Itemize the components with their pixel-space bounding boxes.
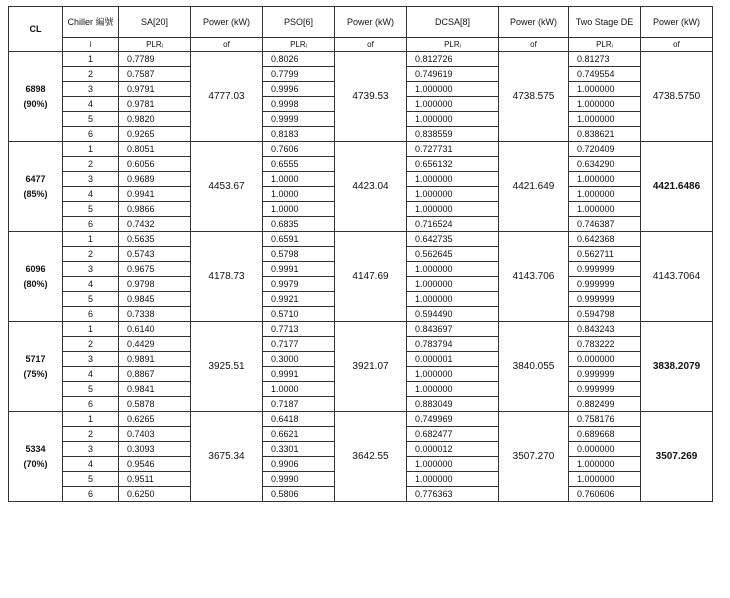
sa-plr: 0.7338 xyxy=(119,307,191,322)
sa-plr: 0.9265 xyxy=(119,127,191,142)
chiller-index: 6 xyxy=(63,307,119,322)
chiller-index: 6 xyxy=(63,127,119,142)
chiller-index: 5 xyxy=(63,202,119,217)
pso-plr: 0.7606 xyxy=(263,142,335,157)
dcsa-plr: 0.716524 xyxy=(407,217,499,232)
de-plr: 0.999999 xyxy=(569,262,641,277)
sa-plr: 0.5743 xyxy=(119,247,191,262)
subheader-dcsa-of: of xyxy=(499,38,569,52)
subheader-dcsa-plr: PLRᵢ xyxy=(407,38,499,52)
pso-plr: 0.9906 xyxy=(263,457,335,472)
chiller-index: 2 xyxy=(63,337,119,352)
subheader-de-plr: PLRᵢ xyxy=(569,38,641,52)
pso-plr: 0.3301 xyxy=(263,442,335,457)
de-plr: 0.999999 xyxy=(569,367,641,382)
table-body xyxy=(9,52,713,502)
chiller-index: 4 xyxy=(63,97,119,112)
pso-plr: 0.9979 xyxy=(263,277,335,292)
sa-plr: 0.6056 xyxy=(119,157,191,172)
sa-plr: 0.9891 xyxy=(119,352,191,367)
de-plr: 0.562711 xyxy=(569,247,641,262)
de-plr: 0.838621 xyxy=(569,127,641,142)
sa-plr: 0.6140 xyxy=(119,322,191,337)
pso-plr: 0.9921 xyxy=(263,292,335,307)
de-power: 3507.269 xyxy=(641,412,713,502)
de-plr: 0.783222 xyxy=(569,337,641,352)
pso-plr: 0.8183 xyxy=(263,127,335,142)
de-plr: 0.594798 xyxy=(569,307,641,322)
sa-plr: 0.9845 xyxy=(119,292,191,307)
dcsa-plr: 1.000000 xyxy=(407,292,499,307)
chiller-index: 6 xyxy=(63,397,119,412)
chiller-index: 3 xyxy=(63,172,119,187)
cooling-load-value: 6898 xyxy=(25,83,46,94)
cooling-load-value: 5717 xyxy=(25,353,46,364)
header-dcsa-power: Power (kW) xyxy=(499,7,569,38)
dcsa-plr: 0.642735 xyxy=(407,232,499,247)
dcsa-plr: 0.783794 xyxy=(407,337,499,352)
chiller-index: 3 xyxy=(63,82,119,97)
de-plr: 0.758176 xyxy=(569,412,641,427)
dcsa-plr: 1.000000 xyxy=(407,262,499,277)
header-cl: CL xyxy=(9,7,63,52)
sa-power: 4453.67 xyxy=(191,142,263,232)
de-plr: 1.000000 xyxy=(569,172,641,187)
de-plr: 0.999999 xyxy=(569,292,641,307)
de-plr: 1.000000 xyxy=(569,82,641,97)
chiller-index: 1 xyxy=(63,412,119,427)
chiller-index: 1 xyxy=(63,52,119,67)
pso-plr: 1.0000 xyxy=(263,187,335,202)
chiller-index: 4 xyxy=(63,277,119,292)
pso-plr: 1.0000 xyxy=(263,382,335,397)
pso-plr: 1.0000 xyxy=(263,202,335,217)
chiller-index: 5 xyxy=(63,112,119,127)
sa-plr: 0.9511 xyxy=(119,472,191,487)
dcsa-plr: 0.656132 xyxy=(407,157,499,172)
sa-plr: 0.9791 xyxy=(119,82,191,97)
chiller-index: 1 xyxy=(63,232,119,247)
subheader-sa-of: of xyxy=(191,38,263,52)
de-plr: 0.642368 xyxy=(569,232,641,247)
cl-cell xyxy=(9,232,63,322)
chiller-index: 4 xyxy=(63,187,119,202)
header-de-power: Power (kW) xyxy=(641,7,713,38)
sa-power: 3675.34 xyxy=(191,412,263,502)
cooling-load-percent: (80%) xyxy=(23,278,48,289)
sa-plr: 0.8051 xyxy=(119,142,191,157)
chiller-index: 2 xyxy=(63,67,119,82)
dcsa-plr: 1.000000 xyxy=(407,172,499,187)
pso-power: 3642.55 xyxy=(335,412,407,502)
de-plr: 0.882499 xyxy=(569,397,641,412)
header-sa-power: Power (kW) xyxy=(191,7,263,38)
sa-plr: 0.7432 xyxy=(119,217,191,232)
chiller-index: 6 xyxy=(63,217,119,232)
results-table xyxy=(8,6,713,502)
sa-plr: 0.9866 xyxy=(119,202,191,217)
dcsa-plr: 1.000000 xyxy=(407,382,499,397)
de-plr: 1.000000 xyxy=(569,202,641,217)
pso-plr: 0.6555 xyxy=(263,157,335,172)
sa-plr: 0.9941 xyxy=(119,187,191,202)
de-plr: 0.999999 xyxy=(569,277,641,292)
sa-plr: 0.3093 xyxy=(119,442,191,457)
chiller-index: 2 xyxy=(63,157,119,172)
dcsa-plr: 1.000000 xyxy=(407,367,499,382)
cl-cell xyxy=(9,412,63,502)
pso-plr: 0.7187 xyxy=(263,397,335,412)
chiller-index: 4 xyxy=(63,457,119,472)
sa-plr: 0.9841 xyxy=(119,382,191,397)
de-plr: 0.999999 xyxy=(569,382,641,397)
cl-cell xyxy=(9,142,63,232)
de-power: 3838.2079 xyxy=(641,322,713,412)
pso-plr: 0.9996 xyxy=(263,82,335,97)
chiller-index: 5 xyxy=(63,382,119,397)
chiller-index: 3 xyxy=(63,262,119,277)
chiller-index: 3 xyxy=(63,352,119,367)
pso-plr: 0.9991 xyxy=(263,367,335,382)
dcsa-plr: 0.000001 xyxy=(407,352,499,367)
pso-plr: 0.5710 xyxy=(263,307,335,322)
sa-plr: 0.7587 xyxy=(119,67,191,82)
dcsa-plr: 1.000000 xyxy=(407,97,499,112)
pso-plr: 0.7713 xyxy=(263,322,335,337)
pso-plr: 0.5798 xyxy=(263,247,335,262)
sa-power: 4777.03 xyxy=(191,52,263,142)
cooling-load-value: 6096 xyxy=(25,263,46,274)
pso-power: 4423.04 xyxy=(335,142,407,232)
chiller-index: 5 xyxy=(63,292,119,307)
chiller-index: 4 xyxy=(63,367,119,382)
cl-cell xyxy=(9,52,63,142)
sa-plr: 0.9689 xyxy=(119,172,191,187)
pso-plr: 0.6621 xyxy=(263,427,335,442)
cl-cell xyxy=(9,322,63,412)
table-row xyxy=(9,142,713,157)
dcsa-plr: 1.000000 xyxy=(407,202,499,217)
pso-plr: 0.9991 xyxy=(263,262,335,277)
header-chiller: Chiller 編號 xyxy=(63,7,119,38)
de-plr: 0.689668 xyxy=(569,427,641,442)
pso-plr: 0.7177 xyxy=(263,337,335,352)
subheader-pso-plr: PLRᵢ xyxy=(263,38,335,52)
de-plr: 0.749554 xyxy=(569,67,641,82)
cooling-load-value: 6477 xyxy=(25,173,46,184)
dcsa-plr: 0.682477 xyxy=(407,427,499,442)
dcsa-plr: 0.883049 xyxy=(407,397,499,412)
results-table-container xyxy=(8,6,713,502)
dcsa-plr: 0.727731 xyxy=(407,142,499,157)
cooling-load-value: 5334 xyxy=(25,443,46,454)
pso-plr: 0.8026 xyxy=(263,52,335,67)
sa-plr: 0.7789 xyxy=(119,52,191,67)
de-power: 4738.5750 xyxy=(641,52,713,142)
de-plr: 1.000000 xyxy=(569,112,641,127)
subheader-de-of: of xyxy=(641,38,713,52)
dcsa-plr: 1.000000 xyxy=(407,457,499,472)
pso-plr: 0.6591 xyxy=(263,232,335,247)
pso-power: 4739.53 xyxy=(335,52,407,142)
table-header xyxy=(9,7,713,52)
dcsa-plr: 1.000000 xyxy=(407,277,499,292)
table-row xyxy=(9,232,713,247)
pso-plr: 0.9990 xyxy=(263,472,335,487)
cooling-load-percent: (70%) xyxy=(23,458,48,469)
dcsa-plr: 0.562645 xyxy=(407,247,499,262)
pso-plr: 0.9999 xyxy=(263,112,335,127)
sa-power: 3925.51 xyxy=(191,322,263,412)
dcsa-plr: 1.000000 xyxy=(407,112,499,127)
dcsa-plr: 0.843697 xyxy=(407,322,499,337)
de-plr: 0.81273 xyxy=(569,52,641,67)
de-plr: 0.000000 xyxy=(569,442,641,457)
chiller-index: 2 xyxy=(63,247,119,262)
dcsa-power: 3840.055 xyxy=(499,322,569,412)
dcsa-plr: 0.749619 xyxy=(407,67,499,82)
chiller-index: 6 xyxy=(63,487,119,502)
dcsa-plr: 0.838559 xyxy=(407,127,499,142)
de-plr: 1.000000 xyxy=(569,457,641,472)
sa-plr: 0.6265 xyxy=(119,412,191,427)
de-plr: 1.000000 xyxy=(569,187,641,202)
pso-plr: 0.9998 xyxy=(263,97,335,112)
de-plr: 0.760606 xyxy=(569,487,641,502)
chiller-index: 1 xyxy=(63,142,119,157)
pso-plr: 0.3000 xyxy=(263,352,335,367)
dcsa-plr: 1.000000 xyxy=(407,472,499,487)
sa-plr: 0.4429 xyxy=(119,337,191,352)
header-two-stage-de: Two Stage DE xyxy=(569,7,641,38)
sa-plr: 0.9546 xyxy=(119,457,191,472)
chiller-index: 3 xyxy=(63,442,119,457)
pso-plr: 0.5806 xyxy=(263,487,335,502)
sa-plr: 0.5878 xyxy=(119,397,191,412)
header-pso-power: Power (kW) xyxy=(335,7,407,38)
de-plr: 0.634290 xyxy=(569,157,641,172)
sa-plr: 0.5635 xyxy=(119,232,191,247)
pso-power: 4147.69 xyxy=(335,232,407,322)
cooling-load-percent: (90%) xyxy=(23,98,48,109)
dcsa-power: 3507.270 xyxy=(499,412,569,502)
sa-plr: 0.9820 xyxy=(119,112,191,127)
cooling-load-percent: (75%) xyxy=(23,368,48,379)
sa-plr: 0.8867 xyxy=(119,367,191,382)
header-pso: PSO[6] xyxy=(263,7,335,38)
pso-plr: 0.6835 xyxy=(263,217,335,232)
dcsa-plr: 0.776363 xyxy=(407,487,499,502)
dcsa-plr: 0.812726 xyxy=(407,52,499,67)
de-plr: 1.000000 xyxy=(569,97,641,112)
chiller-index: 5 xyxy=(63,472,119,487)
sa-plr: 0.9798 xyxy=(119,277,191,292)
sa-plr: 0.6250 xyxy=(119,487,191,502)
cooling-load-percent: (85%) xyxy=(23,188,48,199)
dcsa-plr: 1.000000 xyxy=(407,82,499,97)
sa-plr: 0.9781 xyxy=(119,97,191,112)
dcsa-plr: 0.000012 xyxy=(407,442,499,457)
pso-plr: 0.7799 xyxy=(263,67,335,82)
table-row xyxy=(9,322,713,337)
dcsa-plr: 0.749969 xyxy=(407,412,499,427)
dcsa-plr: 1.000000 xyxy=(407,187,499,202)
sa-plr: 0.7403 xyxy=(119,427,191,442)
chiller-index: 2 xyxy=(63,427,119,442)
dcsa-power: 4738.575 xyxy=(499,52,569,142)
sa-plr: 0.9675 xyxy=(119,262,191,277)
pso-plr: 0.6418 xyxy=(263,412,335,427)
subheader-i: i xyxy=(63,38,119,52)
de-power: 4143.7064 xyxy=(641,232,713,322)
de-power: 4421.6486 xyxy=(641,142,713,232)
pso-power: 3921.07 xyxy=(335,322,407,412)
table-row xyxy=(9,52,713,67)
chiller-index: 1 xyxy=(63,322,119,337)
de-plr: 0.746387 xyxy=(569,217,641,232)
de-plr: 0.000000 xyxy=(569,352,641,367)
de-plr: 1.000000 xyxy=(569,472,641,487)
header-dcsa: DCSA[8] xyxy=(407,7,499,38)
table-row xyxy=(9,412,713,427)
dcsa-plr: 0.594490 xyxy=(407,307,499,322)
de-plr: 0.720409 xyxy=(569,142,641,157)
de-plr: 0.843243 xyxy=(569,322,641,337)
dcsa-power: 4421.649 xyxy=(499,142,569,232)
dcsa-power: 4143.706 xyxy=(499,232,569,322)
sa-power: 4178.73 xyxy=(191,232,263,322)
header-sa: SA[20] xyxy=(119,7,191,38)
subheader-pso-of: of xyxy=(335,38,407,52)
pso-plr: 1.0000 xyxy=(263,172,335,187)
subheader-sa-plr: PLRᵢ xyxy=(119,38,191,52)
